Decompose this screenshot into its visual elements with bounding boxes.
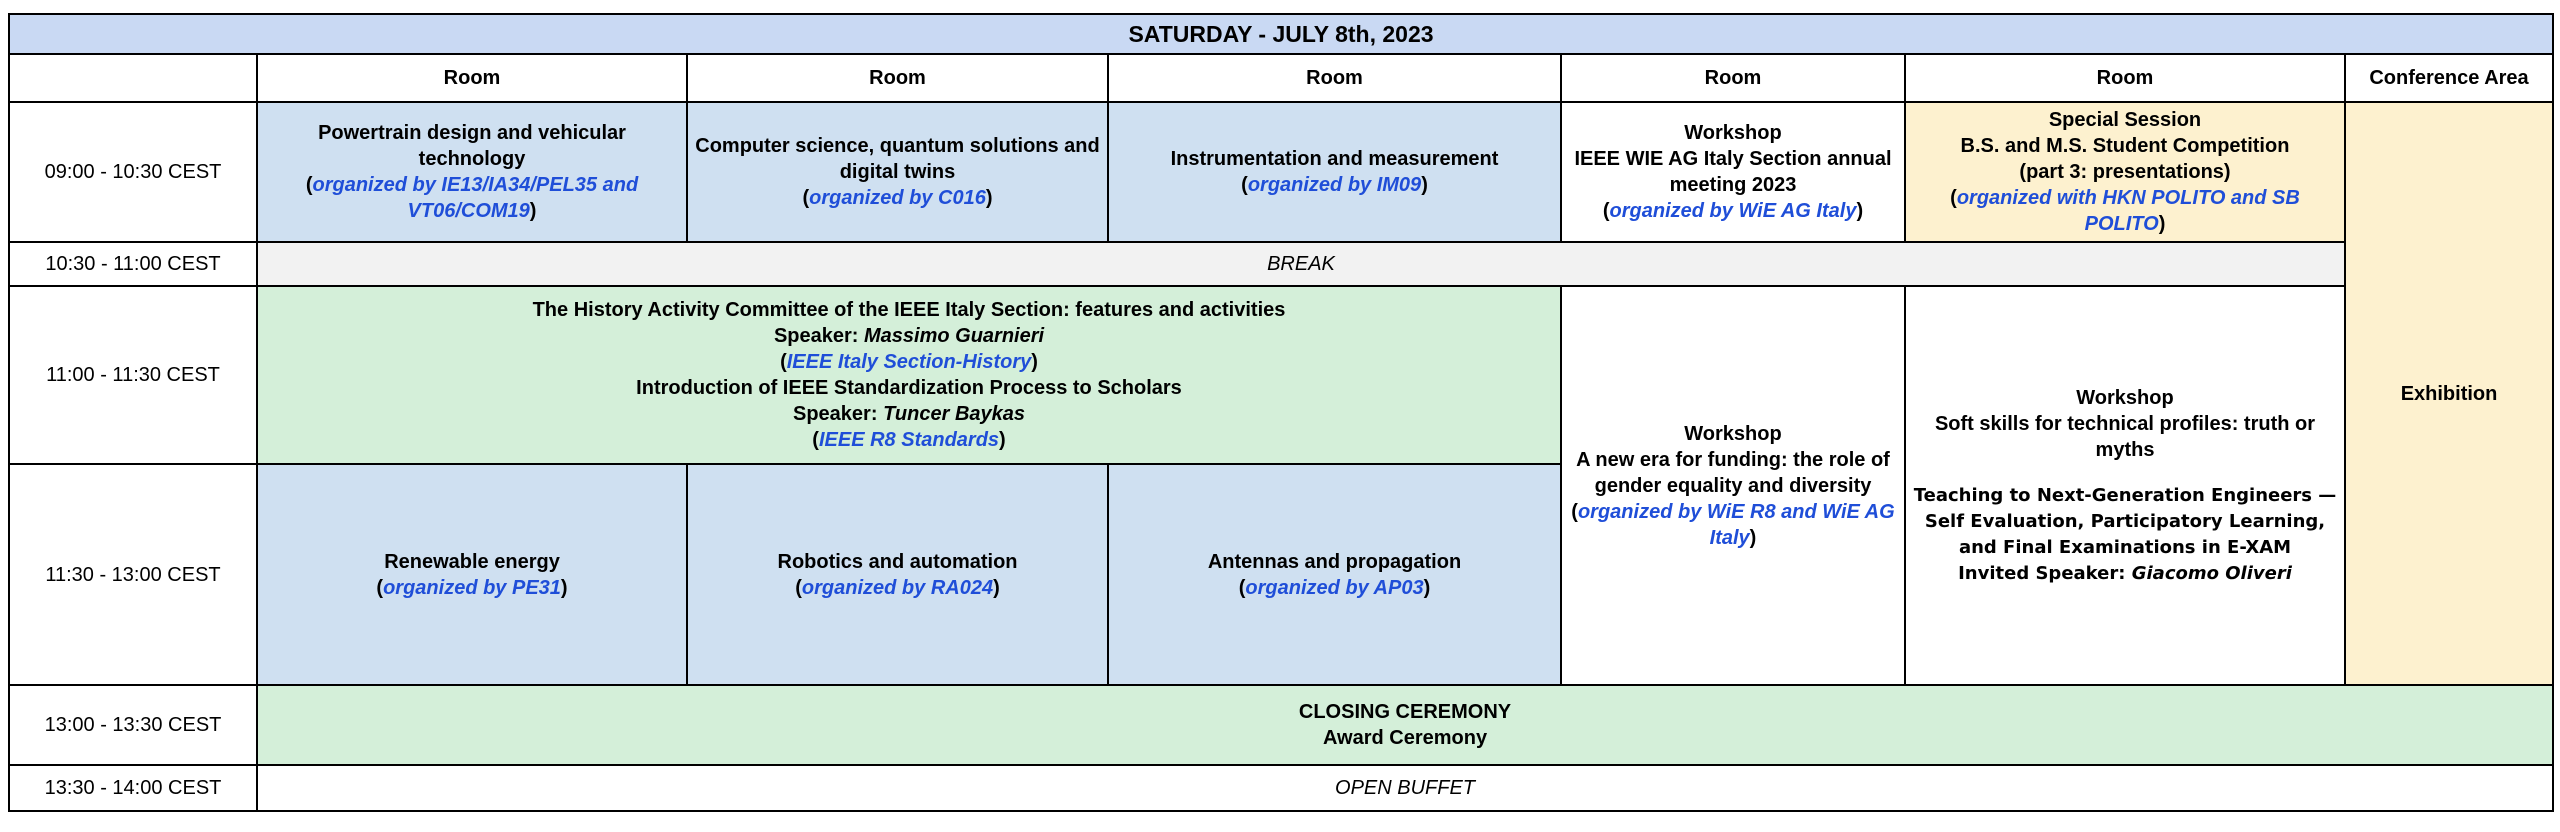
header-room-2: Room xyxy=(687,54,1108,102)
session-title: A new era for funding: the role of gender equality and diversity xyxy=(1576,448,1890,497)
session-title: Renewable energy xyxy=(384,550,560,573)
session-wie-annual-meeting: Workshop IEEE WIE AG Italy Section annual meeting 2023 (organized by WiE AG Italy) xyxy=(1561,102,1905,242)
session-type: Workshop xyxy=(1684,422,1782,445)
speaker-name: Tuncer Baykas xyxy=(883,403,1025,425)
session-title: Powertrain design and vehicular technology xyxy=(318,122,626,170)
session-subtitle: (part 3: presentations) xyxy=(2019,161,2231,183)
header-room-4: Room xyxy=(1561,54,1905,102)
closing-ceremony-cell xyxy=(257,685,2553,765)
session-title: Soft skills for technical profiles: truth or myths xyxy=(1934,412,2316,461)
speaker-name: Giacomo Oliveri xyxy=(2131,562,2292,584)
session-title-2: Introduction of IEEE Standardization Process to Scholars xyxy=(636,377,1182,399)
time-slot: 09:00 - 10:30 CEST xyxy=(9,102,257,242)
organizer-link[interactable]: organized by WiE R8 and WiE AG Italy xyxy=(1577,500,1895,549)
time-slot: 10:30 - 11:00 CEST xyxy=(9,242,257,286)
organizer-link[interactable]: organized by RA024 xyxy=(801,576,994,599)
time-slot: 13:30 - 14:00 CEST xyxy=(9,765,257,811)
closing-subtitle: Award Ceremony xyxy=(1322,727,1488,749)
organizer-link[interactable]: organized by IE13/IA34/PEL35 and VT06/COM19 xyxy=(312,174,639,222)
session-computer-science: Computer science, quantum solutions and digital twins (organized by C016) xyxy=(687,102,1108,242)
session-instrumentation: Instrumentation and measurement (organized by IM09) xyxy=(1108,102,1561,242)
closing-title: CLOSING CEREMONY xyxy=(1298,701,1512,723)
exhibition-cell: Exhibition xyxy=(2345,102,2553,685)
header-room-1: Room xyxy=(257,54,687,102)
schedule-table xyxy=(8,13,2554,812)
corner-cell xyxy=(9,54,257,102)
speaker-label: Speaker: xyxy=(793,403,878,425)
session-title: The History Activity Committee of the IEEE Italy Section: features and activities xyxy=(532,299,1286,321)
session-history-committee: The History Activity Committee of the IEEE Italy Section: features and activities Speaker: Massimo Guarnieri (IEEE Italy Section-History) Introduction of IEEE Standardization Process to Scholars Speaker: Tuncer Baykas (IEEE R8 Standards) xyxy=(257,286,1561,464)
session-powertrain: Powertrain design and vehicular technology (organized by IE13/IA34/PEL35 and VT06/COM19) xyxy=(257,102,687,242)
session-antennas: Antennas and propagation (organized by AP03) xyxy=(1108,464,1561,685)
day-title: SATURDAY - JULY 8th, 2023 xyxy=(9,14,2553,54)
speaker-name: Massimo Guarnieri xyxy=(864,325,1045,347)
header-conference-area: Conference Area xyxy=(2345,54,2553,102)
session-type: Workshop xyxy=(2076,386,2174,409)
talk-title: Teaching to Next-Generation Engineers — Self Evaluation, Participatory Learning, and Final Examinations in E-XAM xyxy=(1913,484,2337,558)
header-room-3: Room xyxy=(1108,54,1561,102)
session-title: Instrumentation and measurement xyxy=(1170,148,1499,170)
session-robotics: Robotics and automation (organized by RA024) xyxy=(687,464,1108,685)
time-slot: 11:30 - 13:00 CEST xyxy=(9,464,257,685)
organizer-link[interactable]: organized by IM09 xyxy=(1247,174,1422,196)
speaker-label: Speaker: xyxy=(773,325,859,347)
organizer-link[interactable]: organized by AP03 xyxy=(1245,576,1424,599)
organizer-link[interactable]: IEEE R8 Standards xyxy=(818,429,1000,451)
session-title: Robotics and automation xyxy=(777,550,1018,573)
time-slot: 11:00 - 11:30 CEST xyxy=(9,286,257,464)
session-title: IEEE WIE AG Italy Section annual meeting 2023 xyxy=(1574,148,1892,196)
organizer-link[interactable]: organized by PE31 xyxy=(383,576,561,599)
open-buffet-cell: OPEN BUFFET xyxy=(257,765,2553,811)
header-room-5: Room xyxy=(1905,54,2345,102)
session-renewable-energy: Renewable energy (organized by PE31) xyxy=(257,464,687,685)
organizer-link[interactable]: organized with HKN POLITO and SB POLITO xyxy=(1956,187,2300,235)
session-title: B.S. and M.S. Student Competition xyxy=(1960,135,2290,157)
session-soft-skills-workshop xyxy=(1905,286,2345,685)
break-cell: BREAK xyxy=(257,242,2345,286)
organizer-link[interactable]: organized by WiE AG Italy xyxy=(1609,200,1857,222)
session-type: Special Session xyxy=(2048,109,2202,131)
session-title: Computer science, quantum solutions and digital twins xyxy=(695,135,1100,183)
organizer-link[interactable]: organized by C016 xyxy=(809,187,986,209)
session-funding-workshop: Workshop A new era for funding: the role of gender equality and diversity (organized by WiE R8 and WiE AG Italy) xyxy=(1561,286,1905,685)
session-student-competition: Special Session B.S. and M.S. Student Competition (part 3: presentations) (organized with HKN POLITO and SB POLITO) xyxy=(1905,102,2345,242)
session-title: Antennas and propagation xyxy=(1207,550,1462,573)
time-slot: 13:00 - 13:30 CEST xyxy=(9,685,257,765)
organizer-link[interactable]: IEEE Italy Section-History xyxy=(786,351,1032,373)
session-type: Workshop xyxy=(1684,122,1782,144)
speaker-label: Invited Speaker: xyxy=(1958,562,2126,584)
